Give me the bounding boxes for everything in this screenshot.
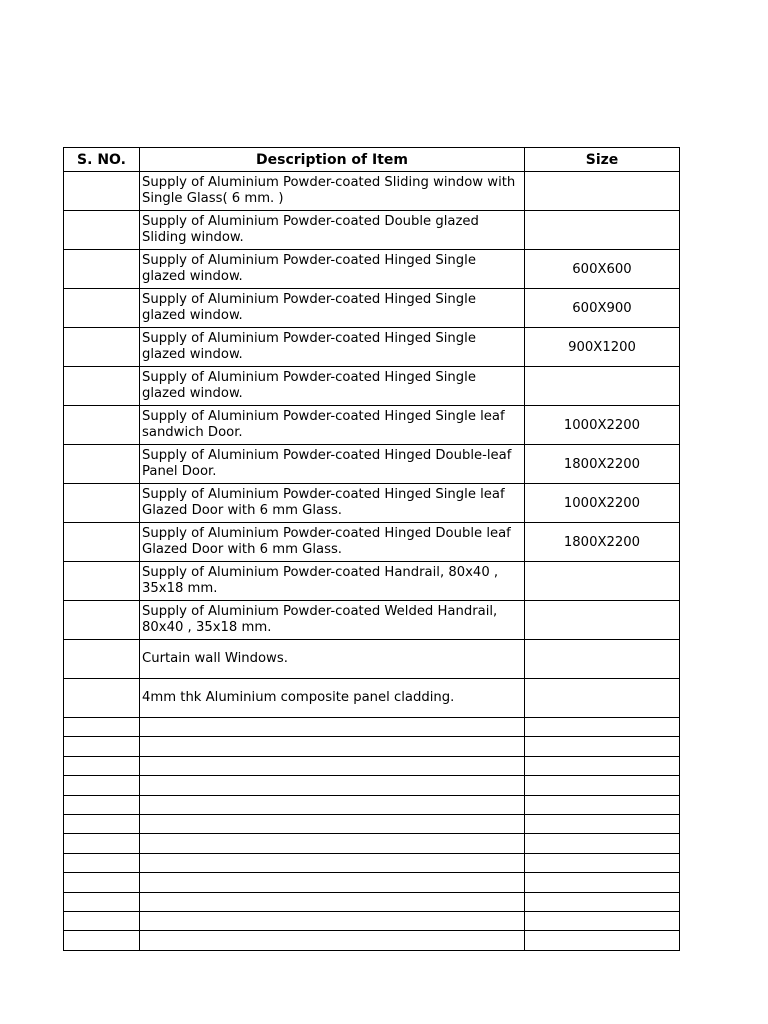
size-cell [525,911,680,930]
size-cell: 1000X2200 [525,484,680,523]
header-sno: S. NO. [64,148,140,172]
sno-cell [64,640,140,679]
description-cell: Supply of Aluminium Powder-coated Hinged Double-leaf Panel Door. [140,445,525,484]
table-row [64,562,680,601]
header-size: Size [525,148,680,172]
size-cell [525,873,680,892]
size-cell [525,834,680,853]
table-row [64,601,680,640]
size-cell: 600X600 [525,250,680,289]
size-cell [525,931,680,950]
header-description: Description of Item [140,148,525,172]
table-row [64,523,680,562]
table-row [64,911,680,930]
sno-cell [64,250,140,289]
sno-cell [64,367,140,406]
table-row [64,289,680,328]
sno-cell [64,737,140,756]
size-cell [525,814,680,833]
size-cell [525,679,680,718]
size-cell [525,562,680,601]
size-cell: 900X1200 [525,328,680,367]
sno-cell [64,289,140,328]
table-row [64,679,680,718]
sno-cell [64,911,140,930]
description-cell: Supply of Aluminium Powder-coated Welded Handrail, 80x40 , 35x18 mm. [140,601,525,640]
size-cell [525,737,680,756]
size-cell [525,601,680,640]
size-cell [525,640,680,679]
table-row [64,892,680,911]
sno-cell [64,445,140,484]
sno-cell [64,931,140,950]
size-cell: 600X900 [525,289,680,328]
description-cell [140,873,525,892]
table-row [64,640,680,679]
sno-cell [64,172,140,211]
sno-cell [64,873,140,892]
sno-cell [64,795,140,814]
description-cell: Supply of Aluminium Powder-coated Double glazed Sliding window. [140,211,525,250]
items-table [63,147,680,951]
table-row [64,814,680,833]
description-cell: Supply of Aluminium Powder-coated Hinged Single glazed window. [140,328,525,367]
description-cell: Supply of Aluminium Powder-coated Hinged Single glazed window. [140,367,525,406]
size-cell [525,776,680,795]
description-cell: Curtain wall Windows. [140,640,525,679]
size-cell: 1800X2200 [525,445,680,484]
description-cell: Supply of Aluminium Powder-coated Hinged Double leaf Glazed Door with 6 mm Glass. [140,523,525,562]
sno-cell [64,776,140,795]
sno-cell [64,756,140,775]
table-row [64,328,680,367]
description-cell [140,814,525,833]
size-cell: 1000X2200 [525,406,680,445]
sno-cell [64,211,140,250]
table-row [64,406,680,445]
table-row [64,756,680,775]
description-cell [140,776,525,795]
size-cell [525,853,680,872]
description-cell [140,931,525,950]
sno-cell [64,853,140,872]
sno-cell [64,718,140,737]
table-row [64,737,680,756]
sno-cell [64,814,140,833]
description-cell [140,795,525,814]
size-cell [525,756,680,775]
table-row [64,445,680,484]
sno-cell [64,892,140,911]
description-cell [140,892,525,911]
header-row [64,148,680,172]
description-cell: 4mm thk Aluminium composite panel cladding. [140,679,525,718]
description-cell [140,834,525,853]
description-cell [140,853,525,872]
size-cell [525,211,680,250]
description-cell: Supply of Aluminium Powder-coated Hinged Single leaf Glazed Door with 6 mm Glass. [140,484,525,523]
sno-cell [64,406,140,445]
sno-cell [64,834,140,853]
table-row [64,776,680,795]
sno-cell [64,523,140,562]
description-cell: Supply of Aluminium Powder-coated Hinged Single leaf sandwich Door. [140,406,525,445]
table-row [64,795,680,814]
table-row [64,250,680,289]
description-cell: Supply of Aluminium Powder-coated Hinged Single glazed window. [140,289,525,328]
sno-cell [64,484,140,523]
sno-cell [64,679,140,718]
table-row [64,211,680,250]
description-cell [140,737,525,756]
table-row [64,931,680,950]
table-row [64,873,680,892]
description-cell: Supply of Aluminium Powder-coated Handrail, 80x40 , 35x18 mm. [140,562,525,601]
table-row [64,484,680,523]
size-cell [525,795,680,814]
size-cell [525,172,680,211]
size-cell: 1800X2200 [525,523,680,562]
description-cell: Supply of Aluminium Powder-coated Sliding window with Single Glass( 6 mm. ) [140,172,525,211]
sno-cell [64,601,140,640]
table-row [64,853,680,872]
description-cell: Supply of Aluminium Powder-coated Hinged Single glazed window. [140,250,525,289]
description-cell [140,911,525,930]
description-cell [140,756,525,775]
table-row [64,367,680,406]
sno-cell [64,562,140,601]
size-cell [525,892,680,911]
size-cell [525,718,680,737]
table-row [64,172,680,211]
table-row [64,834,680,853]
description-cell [140,718,525,737]
table-row [64,718,680,737]
size-cell [525,367,680,406]
sno-cell [64,328,140,367]
